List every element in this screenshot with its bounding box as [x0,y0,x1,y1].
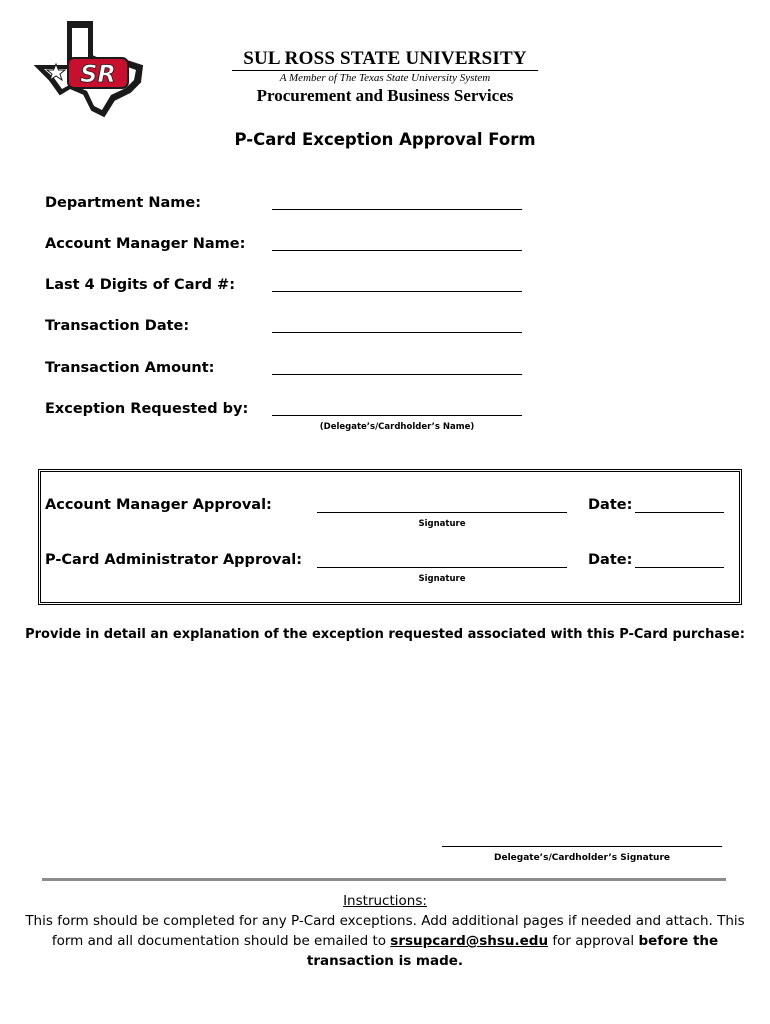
university-name: SUL ROSS STATE UNIVERSITY [243,48,527,69]
member-line: A Member of The Texas State University System [279,72,491,84]
department-name-field[interactable] [272,209,522,210]
date-label: Date: [588,552,633,568]
administrator-date-field[interactable] [635,567,724,568]
form-title: P-Card Exception Approval Form [234,130,536,149]
approval-box [38,469,742,605]
university-logo [34,20,146,118]
card-digits-field[interactable] [272,291,522,292]
department-name: Procurement and Business Services [256,86,514,105]
date-label: Date: [588,497,633,513]
account-manager-name-label: Account Manager Name: [45,236,246,252]
instructions-text [20,911,750,971]
department-name-label: Department Name: [45,195,202,211]
instructions-part2: for approval [548,933,639,949]
requested-by-caption: (Delegate’s/Cardholder’s Name) [319,422,475,432]
signature-caption: Signature [418,574,466,584]
transaction-date-field[interactable] [272,332,522,333]
transaction-amount-field[interactable] [272,374,522,375]
cardholder-signature-field[interactable] [442,846,722,847]
logo-text: SR [80,60,116,88]
exception-requested-by-field[interactable] [272,415,522,416]
account-manager-date-field[interactable] [635,512,724,513]
instructions-part1: This form should be completed for any P-Card exceptions. Add additional pages if needed and attach. This form and all documentation should be emailed to [25,913,745,949]
cardholder-signature-caption: Delegate’s/Cardholder’s Signature [494,853,670,863]
administrator-signature-field[interactable] [317,567,567,568]
section-divider [42,878,726,881]
card-digits-label: Last 4 Digits of Card #: [45,277,236,293]
instructions-title: Instructions: [343,893,427,909]
signature-caption: Signature [418,519,466,529]
account-manager-approval-label: Account Manager Approval: [45,497,272,513]
transaction-amount-label: Transaction Amount: [45,360,215,376]
account-manager-signature-field[interactable] [317,512,567,513]
account-manager-name-field[interactable] [272,250,522,251]
instructions-emphasis: before the transaction is made. [306,933,719,969]
header-underline [232,70,538,71]
exception-requested-by-label: Exception Requested by: [45,401,249,417]
administrator-approval-label: P-Card Administrator Approval: [45,552,303,568]
email-link[interactable]: srsupcard@shsu.edu [390,933,549,949]
transaction-date-label: Transaction Date: [45,318,190,334]
explanation-prompt: Provide in detail an explanation of the exception requested associated with this P-Card purchase: [25,627,745,642]
